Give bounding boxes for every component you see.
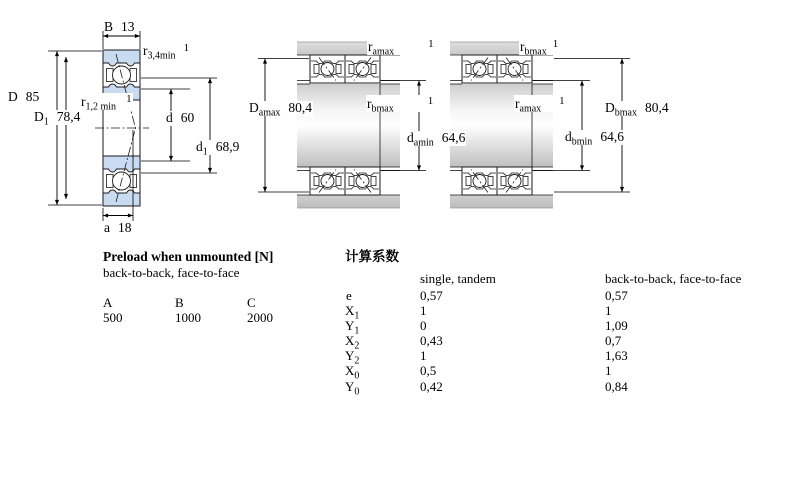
dim-label-ramax-top: $r_{amax}^1$: [368, 38, 434, 58]
factor-value-single-Y0: 0,42: [420, 379, 443, 394]
factor-value-single-X2: 0,43: [420, 333, 443, 348]
dim-label-rbmax-top: $r_{bmax}^1$: [520, 38, 559, 58]
factor-row-label-Y2: $Y_2$: [345, 348, 360, 367]
factors-col-header-btb: back-to-back, face-to-face: [605, 271, 742, 286]
factor-row-label-e: e: [346, 288, 352, 303]
factors-table-title: 计算系数: [345, 249, 399, 264]
dim-label-a: a 18: [104, 220, 132, 235]
middle-arrangement-diagram: [258, 42, 426, 208]
factor-row-label-X2: $X_2$: [345, 333, 360, 352]
left-bearing-diagram: [48, 31, 217, 221]
factor-row-label-X0: $X_0$: [345, 363, 360, 382]
factor-value-btb-Y2: 1,63: [605, 348, 628, 363]
preload-table-title: Preload when unmounted [N]: [103, 249, 274, 264]
dim-label-ramax-mid: $r_{amax}^1$: [515, 95, 565, 115]
factor-row-label-Y1: $Y_1$: [345, 318, 360, 337]
factor-value-single-e: 0,57: [420, 288, 443, 303]
factor-value-single-Y1: 0: [420, 318, 427, 333]
preload-value-A: 500: [103, 310, 123, 325]
factor-value-single-X0: 0,5: [420, 363, 437, 378]
factor-value-btb-e: 0,57: [605, 288, 628, 303]
dim-label-dbmin: $d_{bmin}$ 64,6: [565, 129, 624, 148]
dim-label-r12: $r_{1,2 min}^1$: [81, 93, 132, 113]
factor-value-btb-Y0: 0,84: [605, 379, 628, 394]
dim-label-rbmax-mid: $r_{bmax}^1$: [367, 95, 434, 115]
dim-label-d1: $d_1$ 68,9: [196, 139, 240, 158]
preload-value-B: 1000: [175, 310, 201, 325]
preload-col-header-B: B: [175, 295, 184, 310]
preload-col-header-C: C: [247, 295, 256, 310]
factor-value-btb-Y1: 1,09: [605, 318, 628, 333]
factor-value-btb-X1: 1: [605, 303, 612, 318]
factor-row-label-X1: $X_1$: [345, 303, 360, 322]
factor-value-btb-X2: 0,7: [605, 333, 622, 348]
dim-label-damin: $d_{amin}$ 64,6: [407, 130, 466, 149]
factor-value-btb-X0: 1: [605, 363, 612, 378]
factor-value-single-X1: 1: [420, 303, 427, 318]
dim-label-D1: $D_1$ 78,4: [34, 109, 81, 128]
factor-row-label-Y0: $Y_0$: [345, 379, 360, 398]
dim-label-d: d 60: [166, 110, 195, 125]
dim-label-B: B 13: [104, 19, 135, 34]
preload-table-subtitle: back-to-back, face-to-face: [103, 265, 240, 280]
dim-label-D: D 85: [8, 89, 40, 104]
factors-col-header-single: single, tandem: [420, 271, 496, 286]
dim-label-r34: $r_{3,4min}^1$: [143, 42, 190, 62]
dim-label-Damax: $D_{amax}$ 80,4: [249, 100, 313, 119]
right-arrangement-diagram: [450, 42, 630, 208]
preload-col-header-A: A: [103, 295, 113, 310]
dim-label-Dbmax: $D_{bmax}$ 80,4: [605, 100, 669, 119]
factor-value-single-Y2: 1: [420, 348, 427, 363]
preload-value-C: 2000: [247, 310, 273, 325]
